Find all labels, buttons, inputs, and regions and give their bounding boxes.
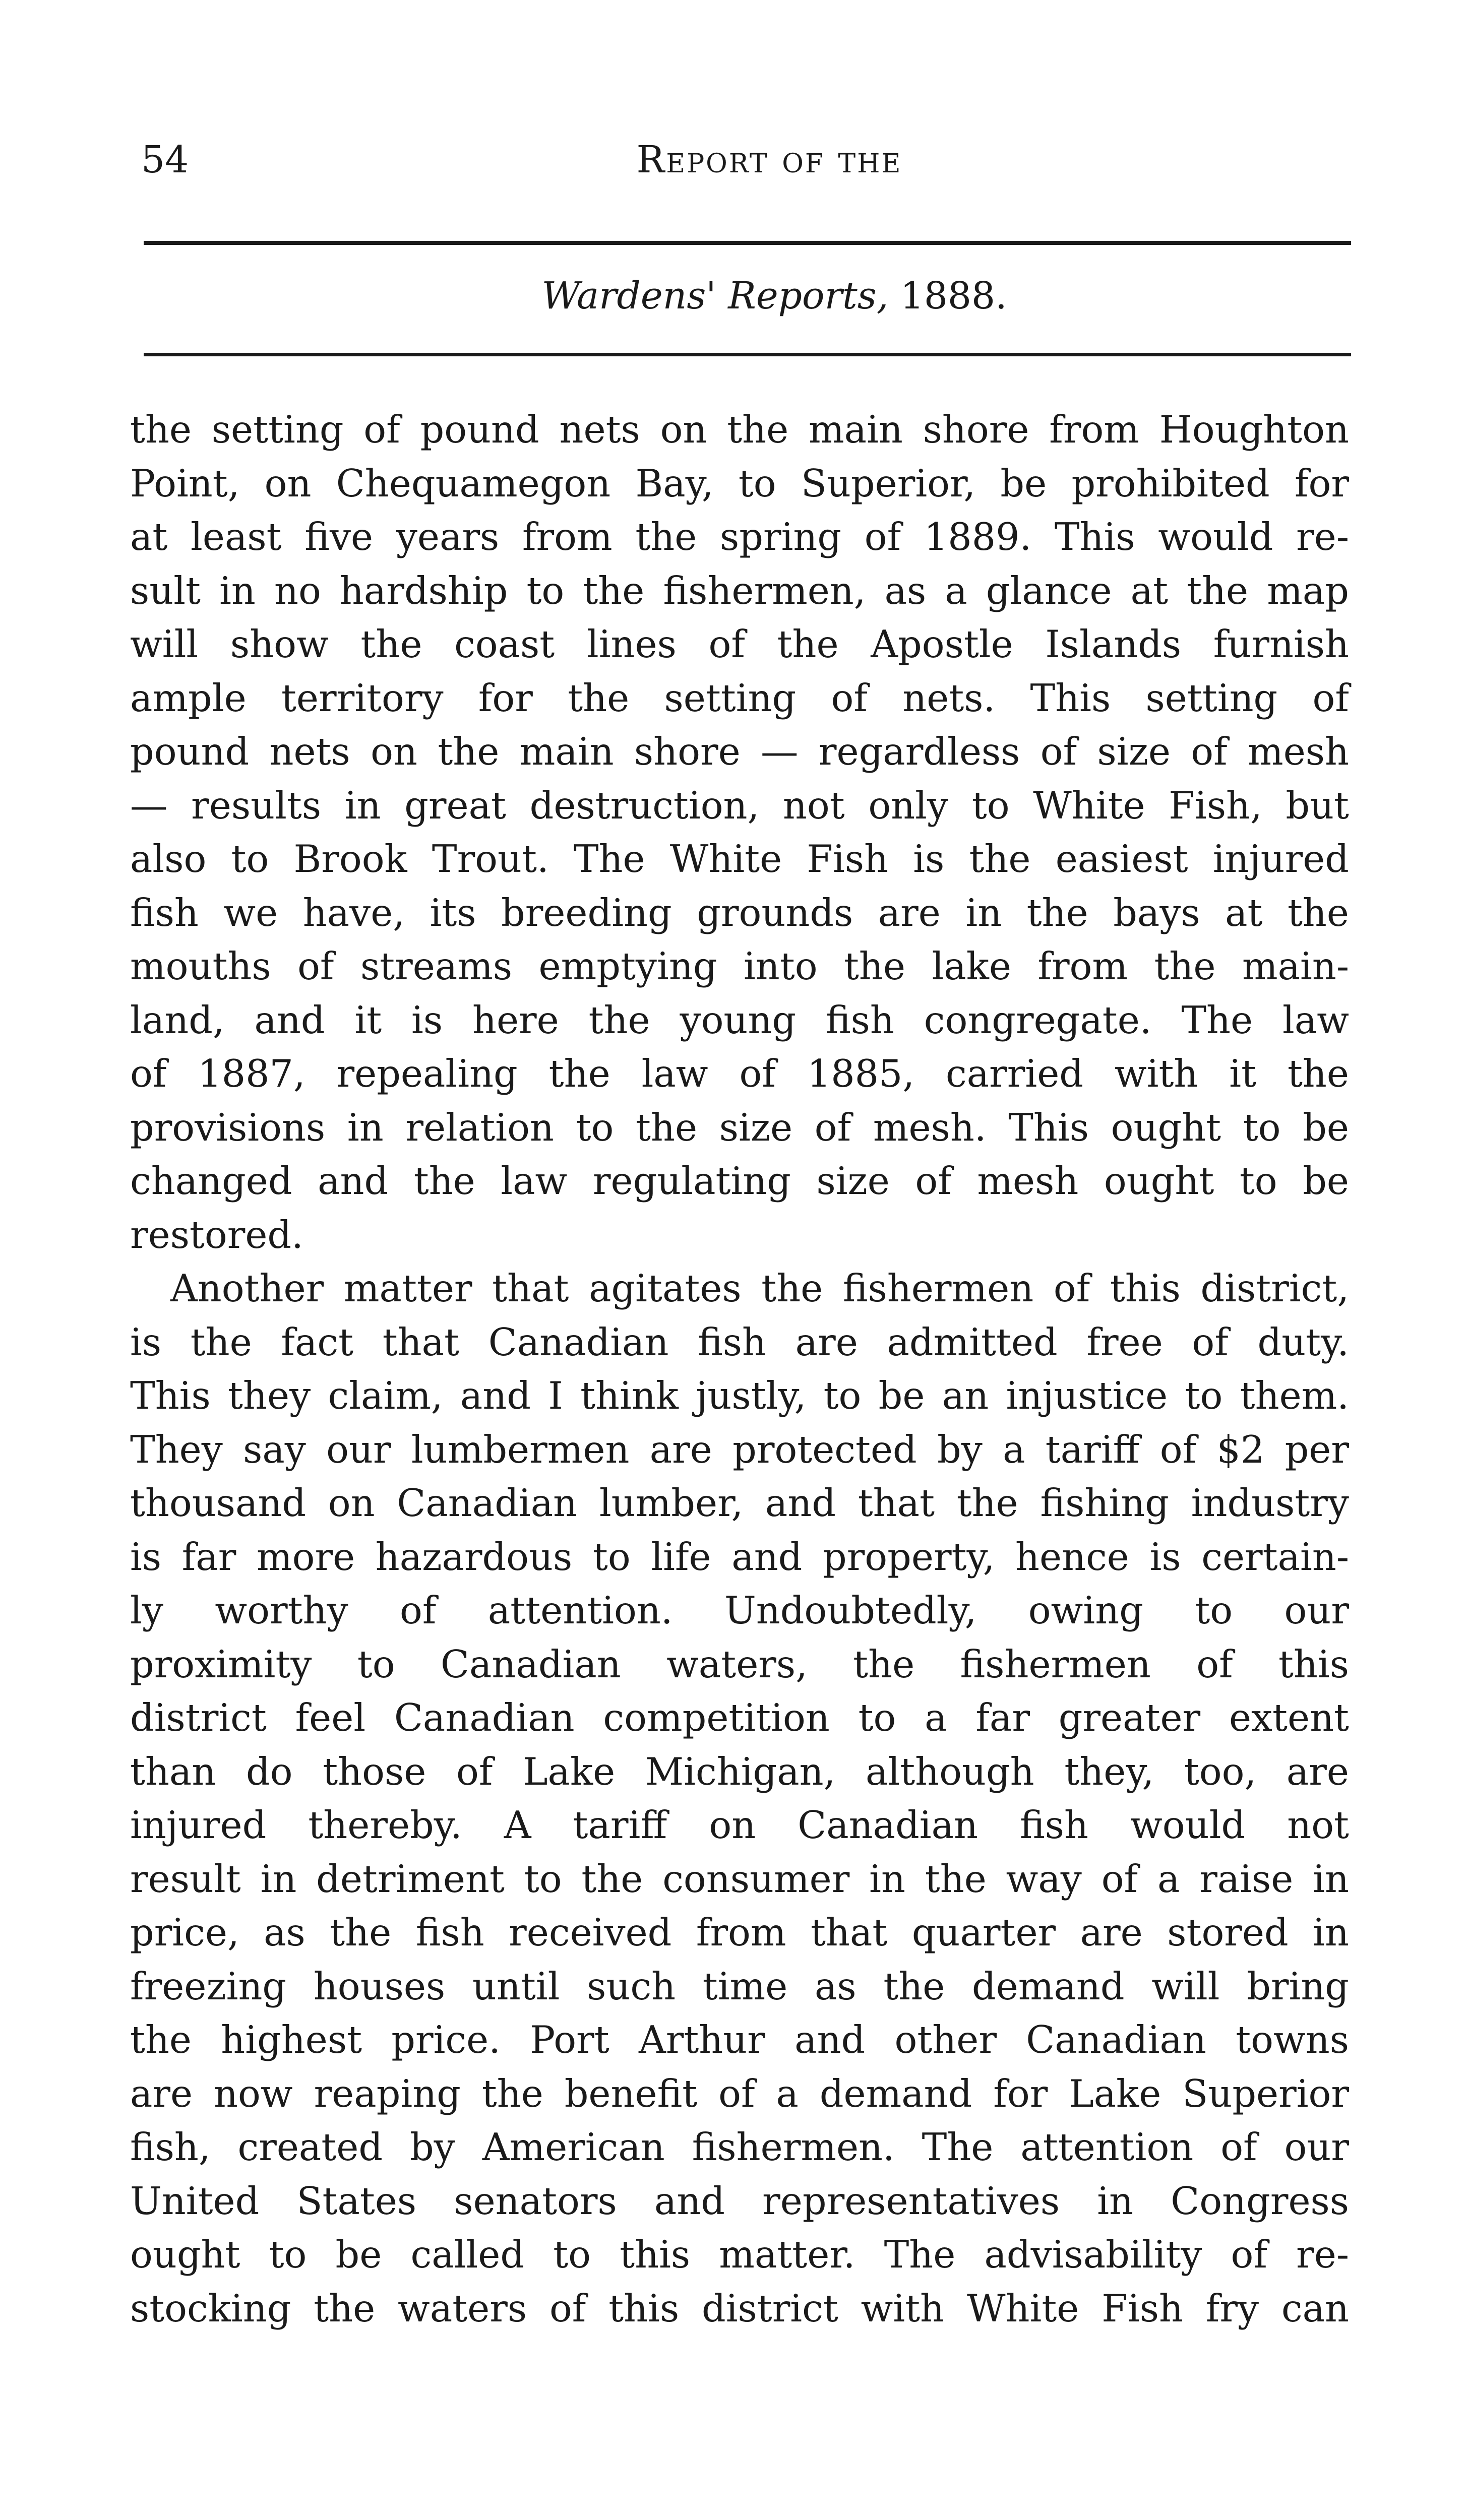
section-title-year: 1888. (900, 274, 1007, 318)
text-line: fish, created by American fishermen. The attention of our (130, 2125, 1349, 2169)
text-line: Point, on Chequamegon Bay, to Superior, be prohibited for (130, 461, 1349, 506)
text-line: the highest price. Port Arthur and other Canadian towns (130, 2018, 1349, 2062)
text-line: district feel Canadian competition to a far greater extent (130, 1696, 1349, 1740)
text-line: pound nets on the main shore — regardless of size of mesh (130, 730, 1349, 774)
text-line: This they claim, and I think justly, to be an injustice to them. (130, 1374, 1349, 1418)
page-number: 54 (141, 138, 189, 181)
text-line: provisions in relation to the size of mesh. This ought to be (130, 1105, 1349, 1150)
text-line: United States senators and representatives in Congress (130, 2179, 1349, 2223)
text-line: restored. (130, 1213, 303, 1257)
text-line: at least five years from the spring of 1889. This would re- (130, 515, 1349, 559)
text-line: Another matter that agitates the fishermen of this district, (170, 1267, 1349, 1310)
text-line: is far more hazardous to life and property, hence is certain- (130, 1535, 1349, 1579)
text-line: proximity to Canadian waters, the fishermen of this (130, 1642, 1349, 1686)
text-line: ought to be called to this matter. The advisability of re- (130, 2233, 1349, 2277)
running-head: Report of the (636, 138, 902, 181)
section-title (0, 274, 1468, 318)
section-title-italic: Wardens' Reports, (541, 274, 889, 318)
text-line: changed and the law regulating size of mesh ought to be (130, 1159, 1349, 1203)
text-line: thousand on Canadian lumber, and that the fishing industry (130, 1481, 1349, 1525)
text-line: land, and it is here the young fish congregate. The law (130, 998, 1349, 1042)
text-line: — results in great destruction, not only to White Fish, but (130, 783, 1349, 828)
text-line: also to Brook Trout. The White Fish is the easiest injured (130, 837, 1349, 881)
text-line: freezing houses until such time as the demand will bring (130, 1964, 1349, 2008)
text-line: than do those of Lake Michigan, although they, too, are (130, 1749, 1349, 1794)
text-line: result in detriment to the consumer in the way of a raise in (130, 1857, 1349, 1901)
body-text (130, 403, 1349, 2336)
text-line: ly worthy of attention. Undoubtedly, owing to our (130, 1589, 1349, 1632)
text-line: the setting of pound nets on the main shore from Houghton (130, 408, 1349, 452)
text-line: is the fact that Canadian fish are admitted free of duty. (130, 1320, 1349, 1364)
text-line: injured thereby. A tariff on Canadian fish would not (130, 1803, 1349, 1847)
text-line: ample territory for the setting of nets. This setting of (130, 676, 1349, 720)
text-line: sult in no hardship to the fishermen, as a glance at the map (130, 569, 1349, 613)
header-rule-bottom (144, 353, 1351, 356)
text-line: They say our lumbermen are protected by a tariff of $2 per (130, 1427, 1349, 1472)
text-line: stocking the waters of this district with White Fish fry can (130, 2286, 1349, 2330)
header-rule-top (144, 241, 1351, 245)
text-line: fish we have, its breeding grounds are in the bays at the (130, 891, 1349, 935)
text-line: mouths of streams emptying into the lake from the main- (130, 944, 1349, 988)
text-line: of 1887, repealing the law of 1885, carried with it the (130, 1052, 1349, 1096)
text-line: are now reaping the benefit of a demand for Lake Superior (130, 2071, 1349, 2116)
text-line: will show the coast lines of the Apostle Islands furnish (130, 622, 1349, 666)
text-line: price, as the fish received from that quarter are stored in (130, 1911, 1349, 1955)
